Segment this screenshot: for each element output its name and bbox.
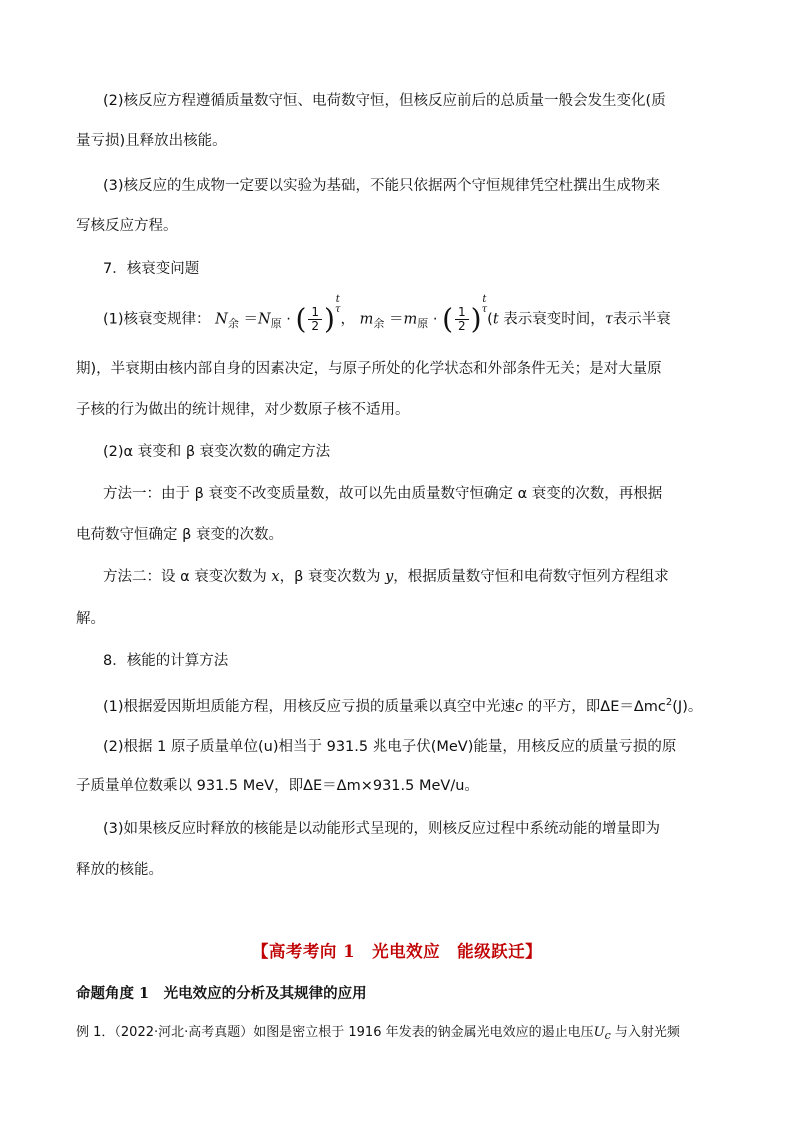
half-fraction-2: [455, 306, 469, 333]
m-sub-original: 原: [417, 316, 429, 330]
dot-1: ·: [286, 311, 291, 328]
equals-1: ＝: [243, 311, 258, 328]
decay-law-line-3: 子核的行为做出的统计规律，对少数原子核不适用。: [76, 402, 410, 418]
fraction-numerator: 1: [308, 306, 322, 320]
x-variable: x: [271, 569, 280, 585]
energy-2-line-2: 子质量单位数乘以 931.5 MeV，即ΔE＝Δm×931.5 MeV/u。: [76, 778, 479, 794]
fraction-numerator-2: 1: [455, 306, 469, 320]
right-paren-icon-2: ): [470, 302, 482, 336]
u-symbol: U: [593, 1025, 605, 1040]
method-2-post: ，根据质量数守恒和电荷数守恒列方程组求: [393, 569, 669, 585]
tail-tau: τ: [604, 311, 613, 328]
comma-1: ，: [340, 311, 356, 328]
method-2-pre: 方法二：设 α 衰变次数为: [103, 569, 272, 585]
energy-1-mid: 的平方，即ΔE＝Δmc: [523, 698, 666, 715]
exponent-tau-2: τ: [481, 303, 488, 315]
equals-2: ＝: [389, 311, 404, 328]
n-symbol-2: N: [257, 311, 271, 328]
m-symbol-2: m: [403, 311, 418, 328]
right-paren-icon: ): [324, 302, 335, 336]
method-1-line-1: 方法一：由于 β 衰变不改变质量数，故可以先由质量数守恒确定 α 衰变的次数，再根据: [103, 486, 663, 502]
tail-text-a: 表示衰变时间，: [498, 311, 605, 328]
n-symbol: N: [215, 311, 228, 328]
tail-text-b: 表示半衰: [612, 311, 671, 328]
half-fraction-1: [308, 306, 322, 333]
section-heading: 【高考考向 1 光电效应 能级跃迁】: [251, 942, 543, 961]
decay-law-prefix: (1)核衰变规律：: [103, 311, 211, 328]
exponent-t-2: t: [482, 293, 487, 305]
exponent-2: [482, 295, 488, 315]
y-variable: y: [385, 569, 394, 585]
exponent-tau: τ: [334, 303, 341, 315]
energy-3-line-2: 释放的核能。: [76, 862, 163, 878]
method-1-line-2: 电荷数守恒确定 β 衰变的次数。: [76, 527, 283, 543]
para-3-line-2: 写核反应方程。: [76, 218, 178, 234]
n-sub-original: 原: [270, 316, 282, 330]
n-sub-remaining: 余: [227, 316, 239, 330]
alpha-beta-title: (2)α 衰变和 β 衰变次数的确定方法: [103, 444, 331, 460]
exponent-t: t: [335, 293, 340, 305]
section-8-title: 8．核能的计算方法: [103, 653, 229, 669]
example-post: 与入射光频: [610, 1025, 680, 1040]
exponent-1: [335, 295, 341, 315]
topic-angle-heading: 命题角度 1 光电效应的分析及其规律的应用: [76, 985, 367, 1002]
left-paren-icon: (: [295, 302, 307, 336]
left-paren-icon-2: (: [442, 302, 454, 336]
m-sub-remaining: 余: [373, 316, 385, 330]
fraction-denominator: 2: [311, 319, 320, 333]
decay-law-line-2: 期)，半衰期由核内部自身的因素决定，与原子所处的化学状态和外部条件无关；是对大量原: [76, 361, 662, 377]
energy-3-line-1: (3)如果核反应时释放的核能是以动能形式呈现的，则核反应过程中系统动能的增量即为: [103, 821, 661, 837]
para-2-line-1: (2)核反应方程遵循质量数守恒、电荷数守恒，但核反应前后的总质量一般会发生变化(质: [103, 93, 666, 109]
method-2-mid: ，β 衰变次数为: [279, 569, 386, 585]
energy-1-pre: (1)根据爱因斯坦质能方程，用核反应亏损的质量乘以真空中光速: [103, 698, 516, 715]
energy-1-line: [103, 693, 702, 717]
method-2-line-2: 解。: [76, 611, 105, 627]
square-exponent: 2: [665, 697, 673, 708]
para-2-line-2: 量亏损)且释放出核能。: [76, 133, 227, 149]
c-symbol: c: [515, 698, 524, 715]
decay-law-line: [103, 293, 671, 336]
energy-2-line-1: (2)根据 1 原子质量单位(u)相当于 931.5 兆电子伏(MeV)能量，用核反应的质量亏损的原: [103, 739, 677, 755]
tail-open: (: [487, 311, 493, 328]
section-7-title: 7．核衰变问题: [103, 261, 200, 277]
method-2-line-1: [103, 567, 669, 587]
dot-2: ·: [432, 311, 438, 328]
u-subscript: c: [604, 1029, 611, 1042]
energy-1-post: (J)。: [672, 698, 703, 715]
example-pre: 例 1．（2022·河北·高考真题）如图是密立根于 1916 年发表的钠金属光电效应的遏止电压: [76, 1025, 594, 1040]
para-3-line-1: (3)核反应的生成物一定要以实验为基础，不能只依据两个守恒规律凭空杜撰出生成物来: [103, 178, 661, 194]
example-1: [76, 1021, 680, 1040]
tail-t: t: [492, 311, 499, 328]
fraction-denominator-2: 2: [458, 319, 466, 333]
m-symbol: m: [359, 311, 374, 328]
